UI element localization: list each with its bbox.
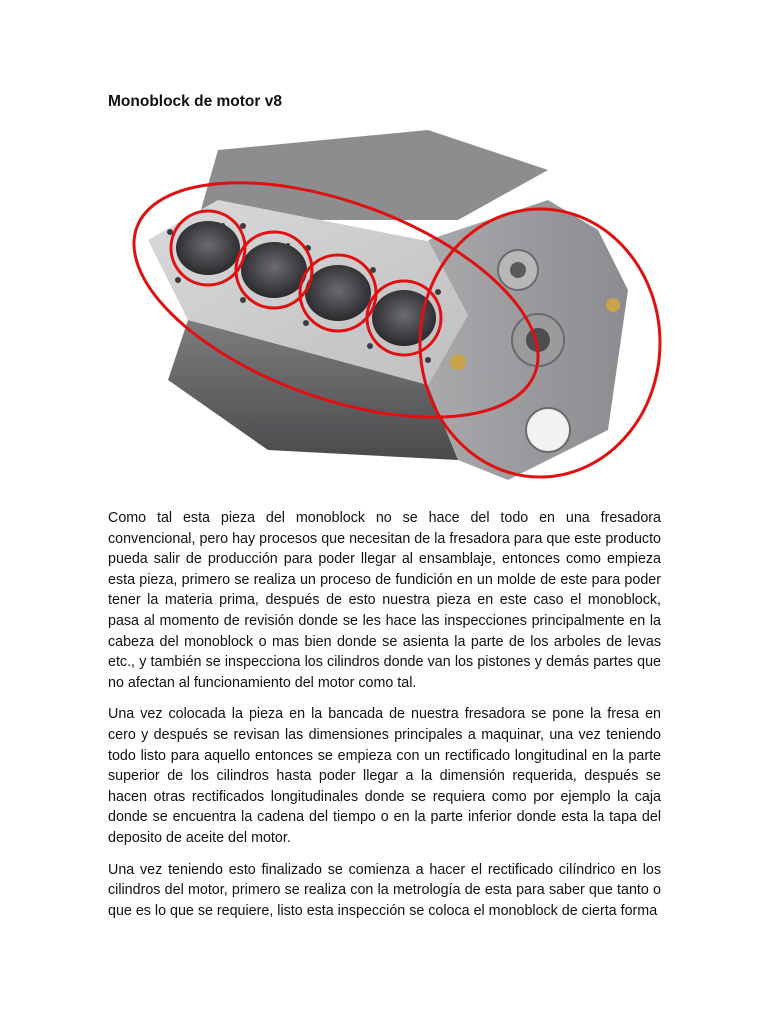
paragraph: Como tal esta pieza del monoblock no se hace del todo en una fresadora convencional, pero hay procesos que necesitan de la fresadora para que este producto pueda salir de producción para poder llegar al ensamblaje, entonces como empieza esta pieza, primero se realiza un proceso de fundición en un molde de este para poder tener la materia prima, después de esto nuestra pieza en este caso el monoblock, pasa al momento de revisión donde se les hace las inspecciones principalmente en la cabeza del monoblock o mas bien donde se asienta la parte de los arboles de levas etc., y también se inspecciona los cilindros donde van los pistones y demás partes que no afectan al funcionamiento del motor como tal. [108, 510, 661, 691]
document-title: Monoblock de motor v8 [108, 93, 282, 110]
v8-engine-block-illustration [128, 130, 668, 500]
paragraph: Una vez colocada la pieza en la bancada de nuestra fresadora se pone la fresa en cero y después se revisan las dimensiones principales a maquinar, una vez teniendo todo listo para aquello entonces se empieza con un rectificado longitudinal en la parte superior de los cilindros hasta poder llegar a la dimensión requerida, después se hacen otras rectificados longitudinales donde se requiera como por ejemplo la caja donde se encuentra la cadena del tiempo o en la parte inferior donde esta la tapa del deposito de aceite del motor. [108, 706, 661, 846]
engine-block-figure [128, 130, 668, 500]
paragraph: Una vez teniendo esto finalizado se comienza a hacer el rectificado cilíndrico en los cilindros del motor, primero se realiza con la metrología de esta para saber que tanto o que es lo que se requiere, listo esta inspección se coloca el monoblock de cierta forma [108, 861, 661, 919]
document-body [108, 508, 661, 932]
